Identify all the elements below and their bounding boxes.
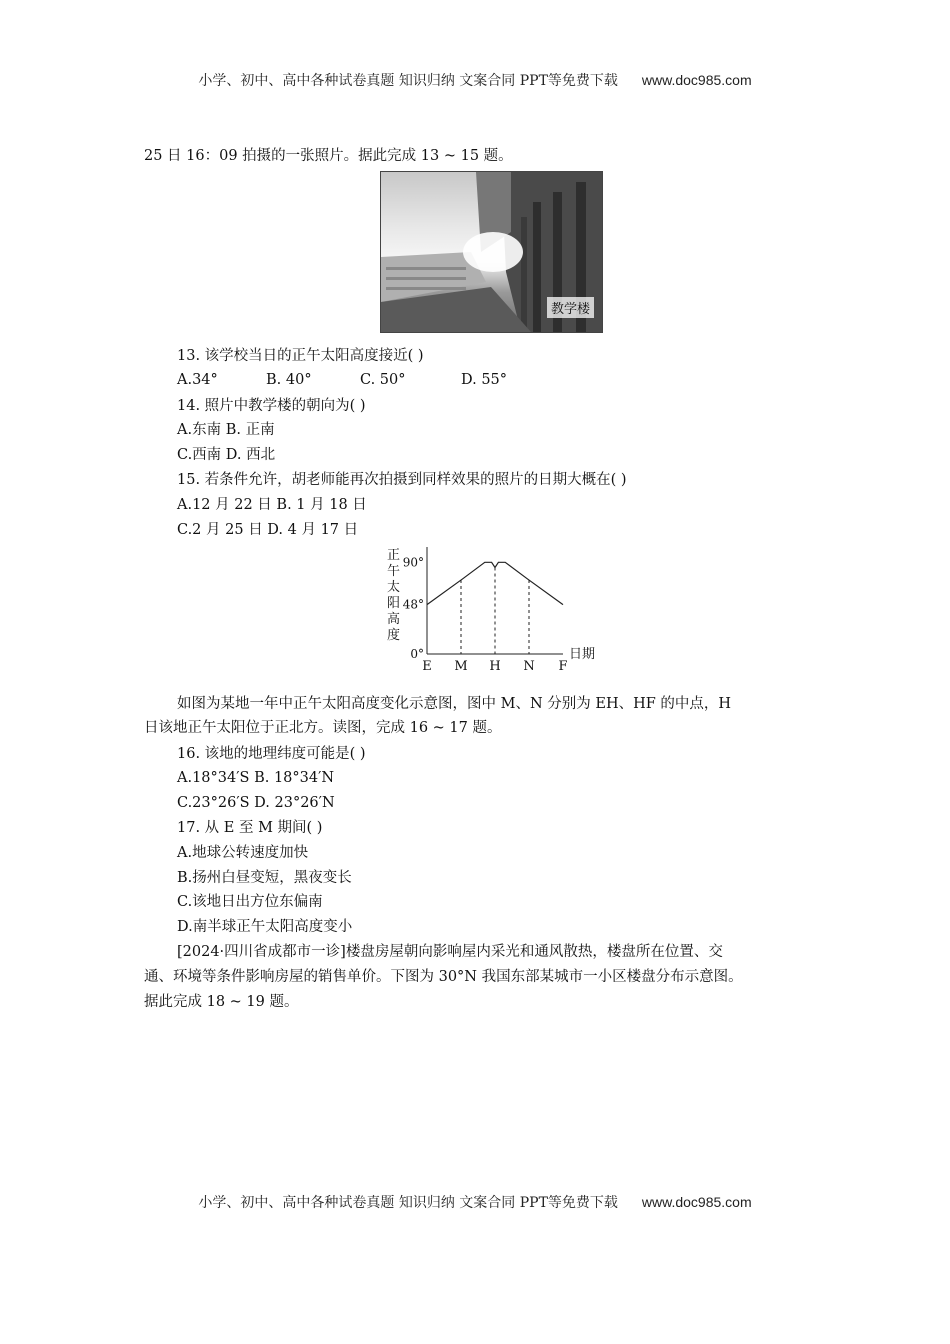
q16-stem: 16. 该地的地理纬度可能是( ) <box>177 746 366 762</box>
q13-option-d[interactable]: D. 55° <box>461 372 508 388</box>
noon-sun-altitude-chart <box>375 543 635 673</box>
y-axis-label-char: 午 <box>387 564 401 579</box>
q13-option-a[interactable]: A.34° <box>177 372 218 388</box>
passage2-line2: 日该地正午太阳位于正北方。读图，完成 16 ~ 17 题。 <box>144 720 502 736</box>
footer-url[interactable]: www.doc985.com <box>641 1194 752 1210</box>
y-axis-label-char: 高 <box>387 612 401 627</box>
q14-stem: 14. 照片中教学楼的朝向为( ) <box>177 398 366 414</box>
intro-line: 25 日 16：09 拍摄的一张照片。据此完成 13 ~ 15 题。 <box>144 148 513 164</box>
q17-stem: 17. 从 E 至 M 期间( ) <box>177 820 323 836</box>
q17-option-c[interactable]: C.该地日出方位东偏南 <box>177 894 323 910</box>
q16-options-row1[interactable]: A.18°34′S B. 18°34′N <box>177 770 335 786</box>
y-tick-label: 90° <box>402 555 424 570</box>
photo-caption: 教学楼 <box>547 297 594 318</box>
passage2-line1: 如图为某地一年中正午太阳高度变化示意图，图中 M、N 分别为 EH、HF 的中点，H <box>177 696 732 712</box>
y-axis-label-char: 正 <box>387 548 401 563</box>
q17-option-b[interactable]: B.扬州白昼变短，黑夜变长 <box>177 870 352 886</box>
passage3-line2: 通、环境等条件影响房屋的销售单价。下图为 30°N 我国东部某城市一小区楼盘分布示意图。 <box>144 969 743 985</box>
x-category-label: N <box>523 659 535 673</box>
x-category-label: E <box>422 659 432 673</box>
q15-options-row1[interactable]: A.12 月 22 日 B. 1 月 18 日 <box>177 497 367 513</box>
q17-option-a[interactable]: A.地球公转速度加快 <box>177 845 309 861</box>
page-header <box>0 70 950 90</box>
passage3-line3: 据此完成 18 ~ 19 题。 <box>144 994 299 1010</box>
page-footer <box>0 1192 950 1212</box>
q13-option-b[interactable]: B. 40° <box>266 372 312 388</box>
header-text: 小学、初中、高中各种试卷真题 知识归纳 文案合同 PPT等免费下载 <box>198 73 618 89</box>
x-axis-label: 日期 <box>569 647 596 662</box>
q13-stem: 13. 该学校当日的正午太阳高度接近( ) <box>177 348 424 364</box>
x-category-label: H <box>489 659 501 673</box>
x-category-label: F <box>558 659 568 673</box>
y-tick-label: 0° <box>410 647 424 661</box>
q15-options-row2[interactable]: C.2 月 25 日 D. 4 月 17 日 <box>177 522 359 538</box>
q17-option-d[interactable]: D.南半球正午太阳高度变小 <box>177 919 353 935</box>
y-axis-label <box>387 548 400 643</box>
x-category-label: M <box>454 659 468 673</box>
q15-stem: 15. 若条件允许，胡老师能再次拍摄到同样效果的照片的日期大概在( ) <box>177 472 627 488</box>
q13-option-c[interactable]: C. 50° <box>360 372 406 388</box>
y-axis-label-char: 阳 <box>387 596 401 611</box>
q14-options-row2[interactable]: C.西南 D. 西北 <box>177 447 276 463</box>
q14-options-row1[interactable]: A.东南 B. 正南 <box>177 422 275 438</box>
q16-options-row2[interactable]: C.23°26′S D. 23°26′N <box>177 795 335 811</box>
passage3-line1: [2024·四川省成都市一诊]楼盘房屋朝向影响屋内采光和通风散热，楼盘所在位置、交 <box>177 944 723 960</box>
footer-text: 小学、初中、高中各种试卷真题 知识归纳 文案合同 PPT等免费下载 <box>198 1195 618 1211</box>
teaching-building-photo <box>380 171 603 333</box>
y-axis-label-char: 太 <box>387 580 401 595</box>
y-axis-label-char: 度 <box>387 628 401 643</box>
header-url[interactable]: www.doc985.com <box>641 72 752 88</box>
y-tick-label: 48° <box>402 597 424 612</box>
